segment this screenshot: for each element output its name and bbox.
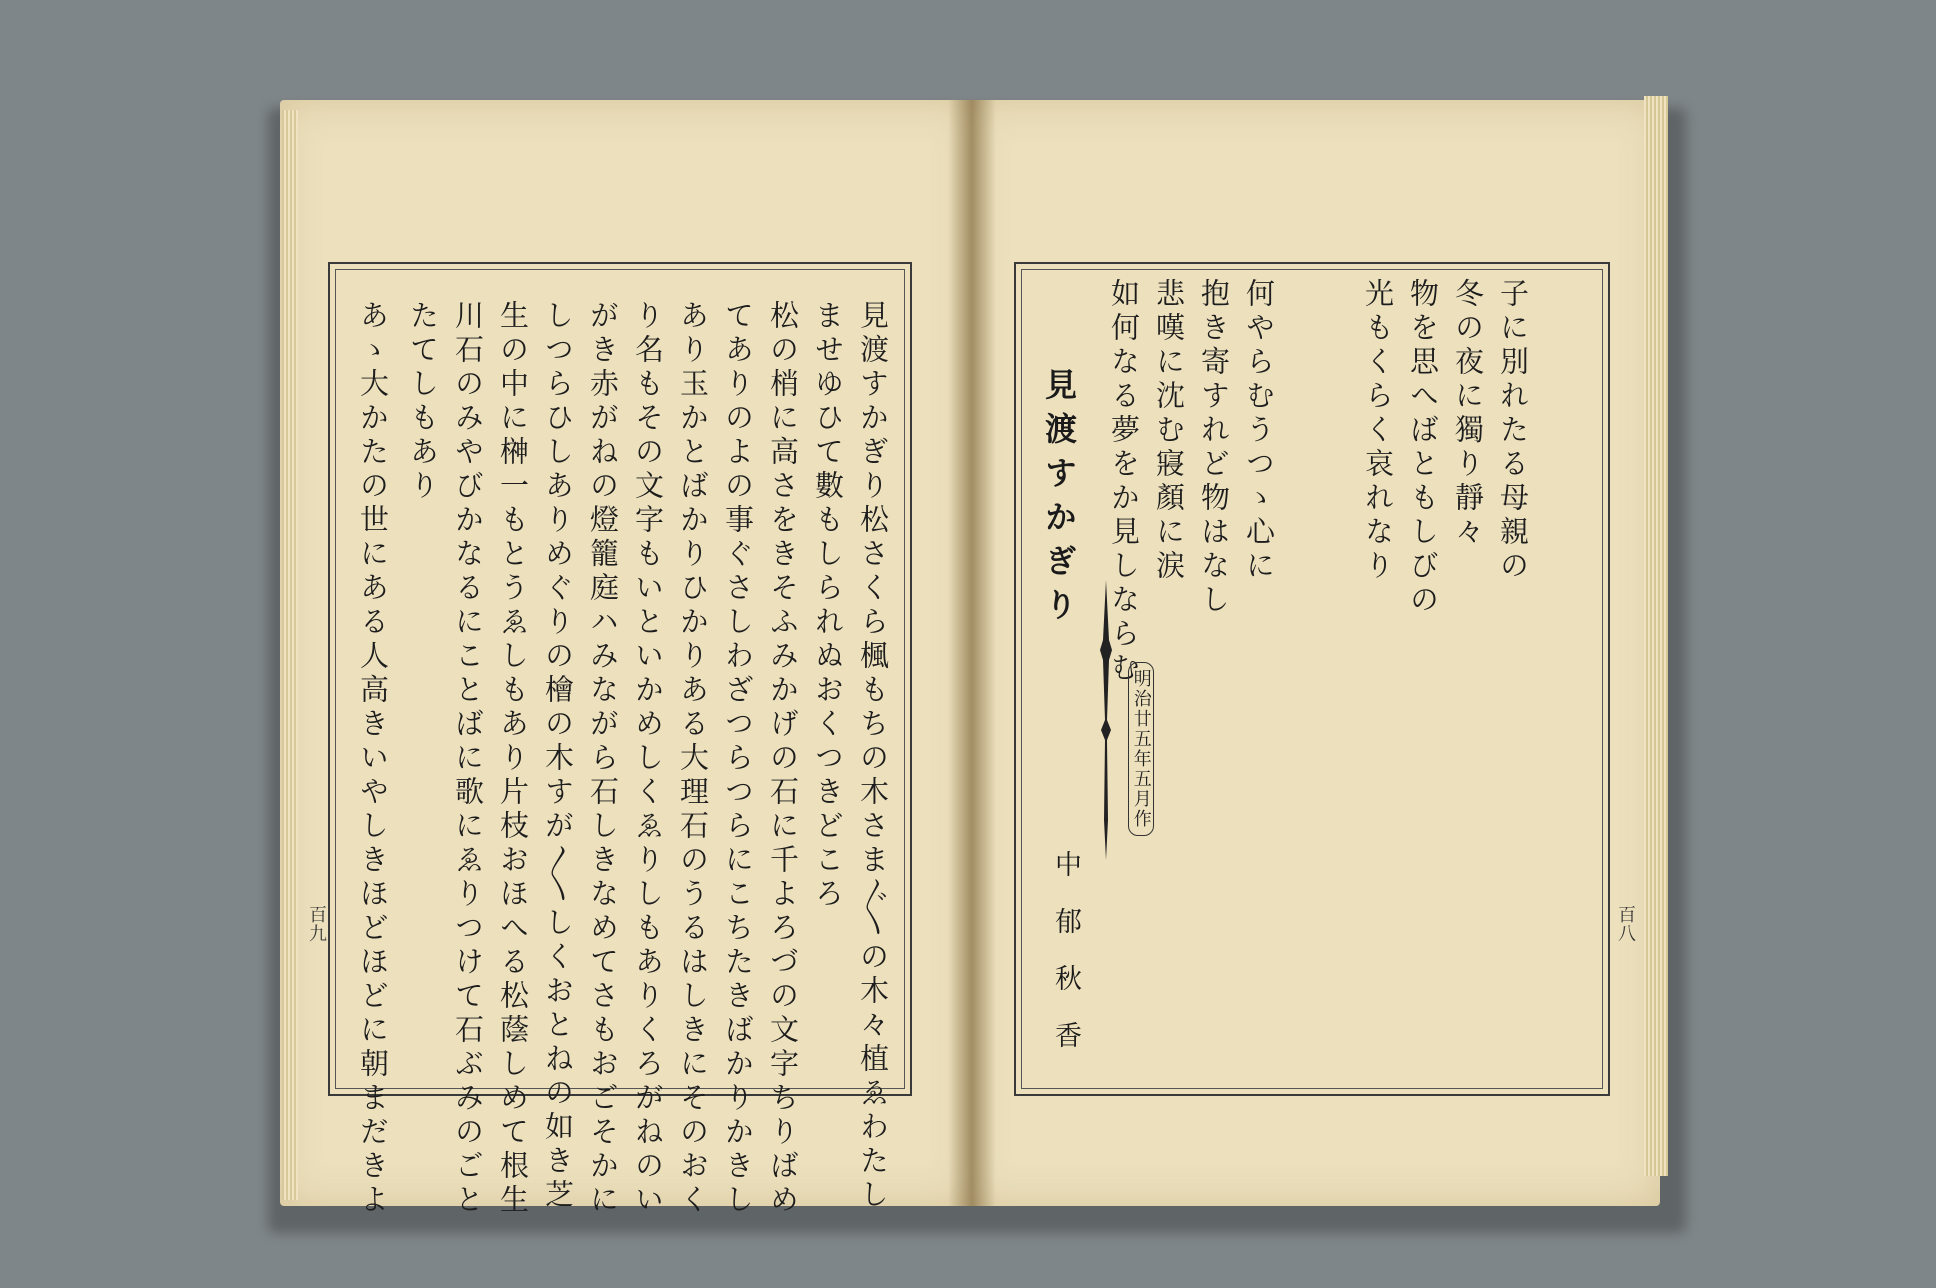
left-column-8: しつらひしありめぐりの檜の木すが〳〵しくおとねの如き芝 [541, 300, 575, 1213]
poem-line-3: 物を思へばともしびの [1406, 278, 1440, 618]
poem-line-2: 冬の夜に獨り靜々 [1451, 278, 1485, 550]
ornament-rule [1098, 580, 1114, 860]
left-column-2: ませゆひて數もしられぬおくつきどころ [811, 300, 845, 912]
right-page-number: 百八 [1615, 905, 1636, 943]
left-column-6: り名もその文字もいといかめしくゑりしもありくろがねのい [631, 300, 665, 1218]
left-column-9: 生の中に榊一もとうゑしもあり片枝おほへる松蔭しめて根生 [496, 300, 530, 1218]
left-column-11: たてしもあり [406, 300, 440, 504]
poem-line-6: 抱き寄すれど物はなし [1197, 278, 1231, 618]
left-column-12: あゝ大かたの世にある人高きいやしきほどほどに朝まだきよ [356, 300, 390, 1218]
left-column-7: がき赤がねの燈籠庭ハみながら石しきなめてさもおごそかに [586, 300, 620, 1218]
left-column-5: あり玉かとばかりひかりある大理石のうるはしきにそのおく [676, 300, 710, 1218]
book-gutter [948, 100, 996, 1206]
left-column-4: てありのよの事ぐさしわざつらつらにこちたきばかりかきし [721, 300, 755, 1218]
poem-line-8: 如何なる夢をか見しならむ [1107, 278, 1141, 686]
poem-line-1: 子に別れたる母親の [1496, 278, 1530, 584]
poem-line-5: 何やらむうつゝ心に [1242, 278, 1276, 584]
left-page-edges [282, 110, 298, 1200]
author-name: 中郁秋香 [1050, 850, 1081, 1078]
left-column-10: 川石のみやびかなるにことばに歌にゑりつけて石ぶみのごと [451, 300, 485, 1218]
right-page-edges [1644, 96, 1668, 1176]
poem-line-7: 悲嘆に沈む寢顏に涙 [1152, 278, 1186, 584]
date-note: 明治廿五年五月作 [1128, 662, 1154, 836]
left-column-1: 見渡すかぎり松さくら楓もちの木さま〴〵の木々植ゑわたし [856, 300, 890, 1213]
poem-title: 見渡すかぎり [1040, 368, 1078, 632]
left-page-number: 百九 [306, 905, 327, 943]
left-column-3: 松の梢に高さをきそふみかげの石に千よろづの文字ちりばめ [766, 300, 800, 1218]
poem-line-4: 光もくらく哀れなり [1361, 278, 1395, 584]
